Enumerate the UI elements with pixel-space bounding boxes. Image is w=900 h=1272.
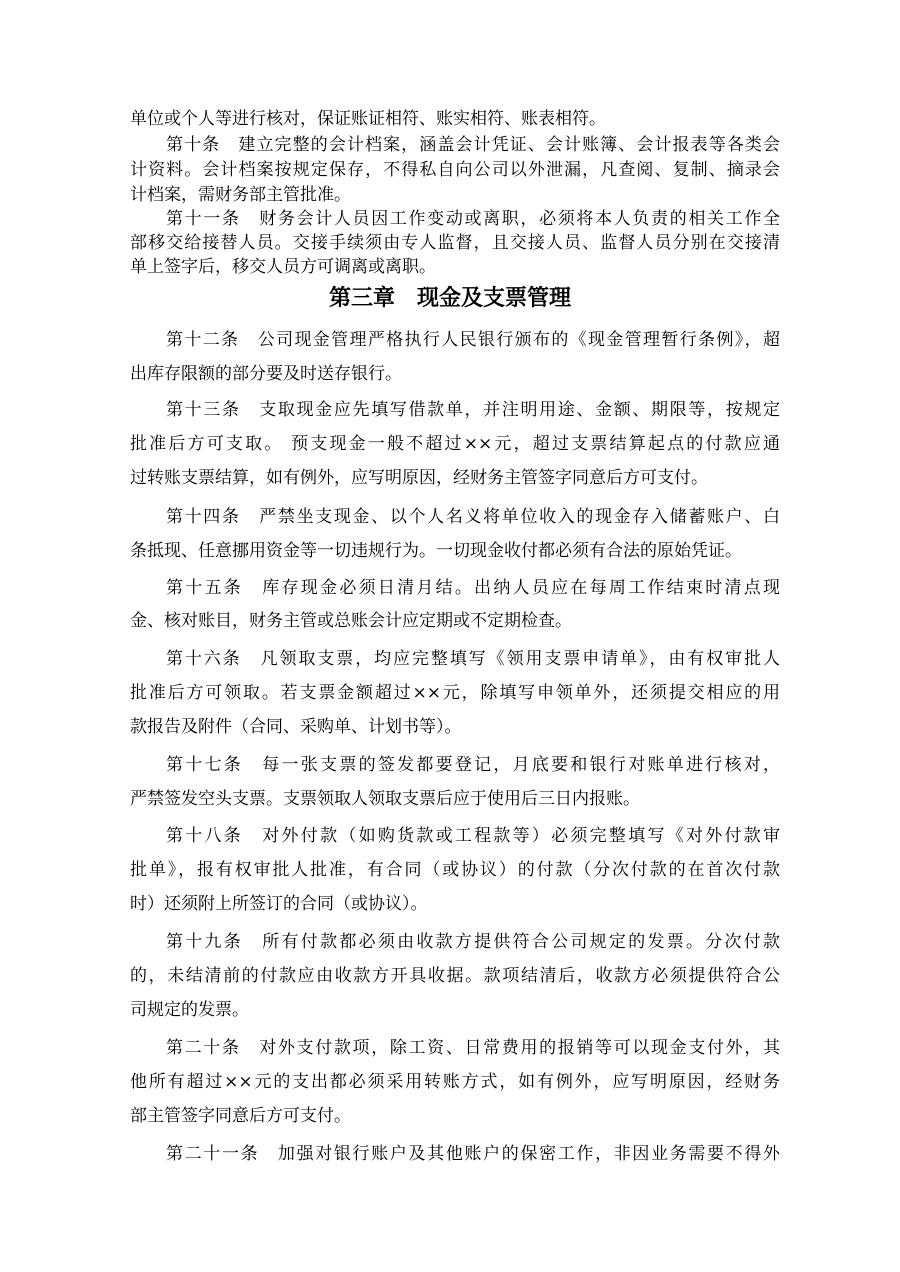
text-line: 第十一条 财务会计人员因工作变动或离职，必须将本人负责的相关工作全 — [166, 209, 780, 229]
text-line: 第十条 建立完整的会计档案，涵盖会计凭证、会计账簿、会计报表等各类会 — [166, 135, 780, 155]
text-line: 条抵现、任意挪用资金等一切违规行为。一切现金收付都必须有合法的原始凭证。 — [130, 541, 742, 561]
text-line: 计档案，需财务部主管批准。 — [130, 185, 351, 205]
text-line: 第十九条 所有付款都必须由收款方提供符合公司规定的发票。分次付款 — [166, 932, 780, 952]
text-line: 出库存限额的部分要及时送存银行。 — [130, 364, 402, 384]
text-line: 部主管签字同意后方可支付。 — [130, 1106, 351, 1126]
text-line: 部移交给接替人员。交接手续须由专人监督，且交接人员、监督人员分别在交接清 — [130, 233, 780, 253]
text-line: 第十七条 每一张支票的签发都要登记，月底要和银行对账单进行核对， — [166, 755, 780, 775]
text-line: 严禁签发空头支票。支票领取人领取支票后应于使用后三日内报账。 — [130, 789, 640, 809]
text-line: 第十二条 公司现金管理严格执行人民银行颁布的《现金管理暂行条例》，超 — [166, 330, 780, 350]
text-line: 第二十条 对外支付款项，除工资、日常费用的报销等可以现金支付外，其 — [166, 1038, 780, 1058]
text-line: 批单》，报有权审批人批准，有合同（或协议）的付款（分次付款的在首次付款 — [130, 860, 780, 880]
text-line: 他所有超过××元的支出都必须采用转账方式，如有例外，应写明原因，经财务 — [130, 1072, 780, 1092]
text-line: 批准后方可支取。 预支现金一般不超过××元，超过支票结算起点的付款应通 — [130, 434, 780, 454]
text-line: 单位或个人等进行核对，保证账证相符、账实相符、账表相符。 — [130, 109, 606, 129]
text-line: 款报告及附件（合同、采购单、计划书等）。 — [130, 717, 462, 737]
text-line: 单上签字后，移交人员方可调离或离职。 — [130, 257, 436, 277]
text-line: 第二十一条 加强对银行账户及其他账户的保密工作，非因业务需要不得外 — [166, 1144, 780, 1164]
text-line: 批准后方可领取。若支票金额超过××元，除填写申领单外，还须提交相应的用 — [130, 683, 780, 703]
chapter-title: 第三章 现金及支票管理 — [328, 285, 571, 311]
text-line: 第十三条 支取现金应先填写借款单，并注明用途、金额、期限等，按规定 — [166, 400, 780, 420]
text-line: 第十四条 严禁坐支现金、以个人名义将单位收入的现金存入储蓄账户、白 — [166, 507, 780, 527]
text-line: 时）还须附上所签订的合同（或协议）。 — [130, 894, 428, 914]
text-line: 第十六条 凡领取支票，均应完整填写《领用支票申请单》，由有权审批人 — [166, 649, 780, 669]
text-line: 金、核对账目，财务主管或总账会计应定期或不定期检查。 — [130, 611, 572, 631]
text-line: 计资料。会计档案按规定保存，不得私自向公司以外泄漏，凡查阅、复制、摘录会 — [130, 160, 780, 180]
text-line: 第十五条 库存现金必须日清月结。出纳人员应在每周工作结束时清点现 — [166, 578, 780, 598]
text-line: 的，未结清前的付款应由收款方开具收据。款项结清后，收款方必须提供符合公 — [130, 966, 780, 986]
text-line: 过转账支票结算，如有例外，应写明原因，经财务主管签字同意后方可支付。 — [130, 468, 708, 488]
text-line: 第十八条 对外付款（如购货款或工程款等）必须完整填写《对外付款审 — [166, 826, 780, 846]
text-line: 司规定的发票。 — [130, 1000, 249, 1020]
